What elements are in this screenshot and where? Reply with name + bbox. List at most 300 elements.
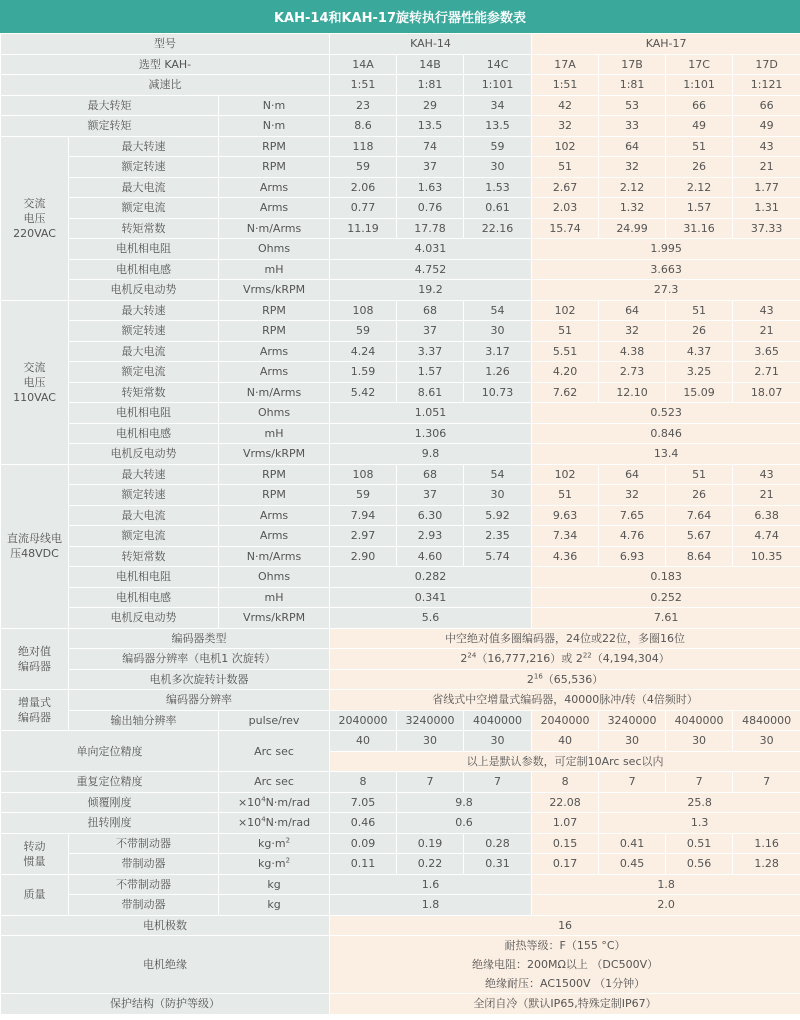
value-cell-kah17: 0.183: [532, 567, 800, 588]
unit-cell: Vrms/kRPM: [219, 280, 330, 301]
table-row: [1, 54, 800, 75]
unit-cell: Arc sec: [219, 731, 330, 772]
row-label: 重复定位精度: [1, 772, 219, 793]
value-cell: 0.11: [330, 854, 397, 875]
unit-cell: N·m: [219, 95, 330, 116]
unit-cell: [219, 792, 330, 813]
table-row: [1, 710, 800, 731]
value-cell: 2.71: [733, 362, 800, 383]
value-cell: 51: [666, 136, 733, 157]
value-cell: 1.53: [464, 177, 532, 198]
value-cell-kah17: 7.61: [532, 608, 800, 629]
group-label-line: 交流: [23, 360, 46, 374]
unit-cell: Ohms: [219, 403, 330, 424]
table-row: [1, 915, 800, 936]
row-label: 带制动器: [69, 895, 219, 916]
value-cell: 4.74: [733, 526, 800, 547]
unit-cell: mH: [219, 259, 330, 280]
value-cell-kah14: 19.2: [330, 280, 532, 301]
table-row: [1, 813, 800, 834]
value-cell: 64: [599, 300, 666, 321]
row-label: 电机绝缘: [1, 936, 330, 994]
value-cell-kah14: 0.341: [330, 587, 532, 608]
value-cell-kah14: 1.306: [330, 423, 532, 444]
row-label: 最大电流: [69, 341, 219, 362]
value-cell: 1.63: [397, 177, 464, 198]
value-cell: 1.28: [733, 854, 800, 875]
value-cell: 8.61: [397, 382, 464, 403]
value-cell: 5.92: [464, 505, 532, 526]
table-row: [1, 464, 800, 485]
value-cell: 30: [599, 731, 666, 752]
value-cell: 0.22: [397, 854, 464, 875]
value-cell: 59: [464, 136, 532, 157]
row-label: 最大电流: [69, 505, 219, 526]
value-cell: 9.8: [397, 792, 532, 813]
value-cell: 22.16: [464, 218, 532, 239]
value-cell: 25.8: [599, 792, 800, 813]
value-cell-kah14: 5.6: [330, 608, 532, 629]
voltage-group-label: [1, 464, 69, 628]
unit-cell: pulse/rev: [219, 710, 330, 731]
table-row: [1, 731, 800, 752]
value-cell: 4.36: [532, 546, 599, 567]
value-cell-kah17: 0.846: [532, 423, 800, 444]
row-label: 电机反电动势: [69, 280, 219, 301]
table-row: [1, 772, 800, 793]
insulation-value: [330, 936, 800, 994]
value-cell: 1.59: [330, 362, 397, 383]
value-cell: 40: [330, 731, 397, 752]
value-cell: 4.24: [330, 341, 397, 362]
value-cell: 10.73: [464, 382, 532, 403]
row-label: 额定电流: [69, 198, 219, 219]
row-label: 电机相电感: [69, 587, 219, 608]
exponent: 22: [582, 651, 592, 660]
value-cell: 0.31: [464, 854, 532, 875]
unit-cell: Vrms/kRPM: [219, 608, 330, 629]
table-row: [1, 833, 800, 854]
value-cell: 1.3: [599, 813, 800, 834]
row-label: 编码器类型: [69, 628, 330, 649]
unit-cell: RPM: [219, 464, 330, 485]
row-label: 额定转速: [69, 321, 219, 342]
value-cell: 31.16: [666, 218, 733, 239]
value-cell: 1.26: [464, 362, 532, 383]
unit-cell: N·m/Arms: [219, 382, 330, 403]
value-cell: 5.42: [330, 382, 397, 403]
unit-cell: Ohms: [219, 239, 330, 260]
value-cell: 51: [532, 321, 599, 342]
value-cell-kah14: 0.282: [330, 567, 532, 588]
unit-text: ×10: [237, 795, 262, 809]
value-cell: 7.62: [532, 382, 599, 403]
value-cell: 1:51: [330, 75, 397, 96]
inertia-group-label: [1, 833, 69, 874]
value-cell-kah17: 1.995: [532, 239, 800, 260]
value-cell: 30: [464, 157, 532, 178]
table-row: [1, 75, 800, 96]
value-cell: 17A: [532, 54, 599, 75]
insulation-line: 绝缘耐压：AC1500V （1分钟）: [485, 977, 646, 990]
value-cell-kah14: 9.8: [330, 444, 532, 465]
value-cell: 2.93: [397, 526, 464, 547]
table-row: [1, 792, 800, 813]
value-cell-wide: 16: [330, 915, 800, 936]
value-cell: 5.51: [532, 341, 599, 362]
value-cell: 51: [532, 485, 599, 506]
row-label: 电机相电感: [69, 423, 219, 444]
value-cell: 12.10: [599, 382, 666, 403]
table-row: [1, 382, 800, 403]
unit-cell: RPM: [219, 300, 330, 321]
value-cell: 30: [464, 321, 532, 342]
group-label-line: 直流母线电: [7, 532, 62, 545]
value-cell: 9.63: [532, 505, 599, 526]
row-label: 额定转速: [69, 485, 219, 506]
value-cell: 2.35: [464, 526, 532, 547]
table-row: [1, 994, 800, 1015]
value-cell: 4.37: [666, 341, 733, 362]
header-kah14: KAH-14: [330, 34, 532, 55]
value-cell: 64: [599, 136, 666, 157]
unit-cell: Arms: [219, 198, 330, 219]
value-cell: 0.51: [666, 833, 733, 854]
value-cell: 102: [532, 136, 599, 157]
table-row: [1, 239, 800, 260]
value-cell: 37: [397, 321, 464, 342]
value-cell: 34: [464, 95, 532, 116]
value-cell-kah14: 1.6: [330, 874, 532, 895]
table-row: [1, 34, 800, 55]
value-cell: 59: [330, 485, 397, 506]
value-cell: 13.5: [397, 116, 464, 137]
value-cell: 1.77: [733, 177, 800, 198]
table-row: [1, 198, 800, 219]
value-cell: 30: [733, 731, 800, 752]
value-cell: 51: [532, 157, 599, 178]
value-cell: 43: [733, 464, 800, 485]
value-cell: 7: [733, 772, 800, 793]
value-cell: 68: [397, 300, 464, 321]
unit-text: N·m/rad: [265, 816, 311, 830]
value-cell: 40: [532, 731, 599, 752]
exponent: 2: [285, 836, 291, 845]
value-cell: 2.90: [330, 546, 397, 567]
table-title: KAH-14和KAH-17旋转执行器性能参数表: [0, 0, 800, 33]
unit-cell: Arms: [219, 341, 330, 362]
text: （65,536）: [542, 672, 604, 686]
inc-encoder-group-label: [1, 690, 69, 731]
value-cell: 14A: [330, 54, 397, 75]
value-cell: 0.28: [464, 833, 532, 854]
value-cell: 42: [532, 95, 599, 116]
value-cell: 118: [330, 136, 397, 157]
value-cell: 49: [733, 116, 800, 137]
value-cell: 2.73: [599, 362, 666, 383]
table-row: [1, 116, 800, 137]
value-cell: 32: [599, 157, 666, 178]
value-cell: 0.61: [464, 198, 532, 219]
table-row: [1, 95, 800, 116]
row-label: 转矩常数: [69, 382, 219, 403]
unit-cell: RPM: [219, 321, 330, 342]
value-cell: 0.41: [599, 833, 666, 854]
value-cell: 30: [464, 485, 532, 506]
value-cell: 8: [532, 772, 599, 793]
value-cell: 5.67: [666, 526, 733, 547]
value-cell: 2040000: [532, 710, 599, 731]
row-label: 转矩常数: [69, 218, 219, 239]
value-cell: 3.25: [666, 362, 733, 383]
value-cell: 1:81: [599, 75, 666, 96]
insulation-line: 耐热等级：F（155 °C）: [504, 939, 626, 952]
value-cell: 2.97: [330, 526, 397, 547]
value-cell-kah14: 4.752: [330, 259, 532, 280]
unit-cell: [219, 833, 330, 854]
value-cell-kah17: 1.8: [532, 874, 800, 895]
table-row: [1, 690, 800, 711]
value-cell: 49: [666, 116, 733, 137]
value-cell: 6.93: [599, 546, 666, 567]
unit-cell: Vrms/kRPM: [219, 444, 330, 465]
unit-cell: kg: [219, 874, 330, 895]
unit-text: ×10: [237, 816, 262, 830]
voltage-group-label: [1, 136, 69, 300]
value-cell: 17C: [666, 54, 733, 75]
value-cell: 17.78: [397, 218, 464, 239]
header-model-label: 型号: [1, 34, 330, 55]
value-cell: 3240000: [397, 710, 464, 731]
value-cell: 17D: [733, 54, 800, 75]
value-cell: 7.05: [330, 792, 397, 813]
table-row: [1, 936, 800, 994]
value-cell: 4.20: [532, 362, 599, 383]
value-cell: 5.74: [464, 546, 532, 567]
value-cell: 7: [397, 772, 464, 793]
value-cell: 74: [397, 136, 464, 157]
row-label: 输出轴分辨率: [69, 710, 219, 731]
value-cell: 4840000: [733, 710, 800, 731]
value-cell: 1:101: [666, 75, 733, 96]
group-label-line: 质量: [23, 888, 46, 901]
value-cell-kah14: 1.051: [330, 403, 532, 424]
unit-cell: RPM: [219, 136, 330, 157]
value-cell: 32: [599, 321, 666, 342]
row-label: 最大电流: [69, 177, 219, 198]
unit-cell: RPM: [219, 485, 330, 506]
table-row: [1, 341, 800, 362]
table-row: [1, 300, 800, 321]
value-cell-kah14: 1.8: [330, 895, 532, 916]
table-row: [1, 505, 800, 526]
table-row: [1, 608, 800, 629]
group-label-line: 绝对值: [18, 644, 51, 658]
value-cell: 66: [666, 95, 733, 116]
value-cell: 18.07: [733, 382, 800, 403]
abs-encoder-group-label: [1, 628, 69, 690]
row-label: 带制动器: [69, 854, 219, 875]
group-label-line: 压48VDC: [10, 547, 59, 560]
value-cell-kah17: 0.523: [532, 403, 800, 424]
value-cell: 54: [464, 464, 532, 485]
value-cell: 14B: [397, 54, 464, 75]
table-row: [1, 567, 800, 588]
value-cell: 0.09: [330, 833, 397, 854]
row-label: 电机反电动势: [69, 444, 219, 465]
row-label: 扭转刚度: [1, 813, 219, 834]
value-cell: 1.16: [733, 833, 800, 854]
value-cell: 7.94: [330, 505, 397, 526]
unit-cell: Ohms: [219, 567, 330, 588]
value-cell: 0.6: [397, 813, 532, 834]
value-cell-kah17: 3.663: [532, 259, 800, 280]
value-cell: 8: [330, 772, 397, 793]
value-cell: 37: [397, 485, 464, 506]
value-cell: 43: [733, 300, 800, 321]
base: 2: [575, 652, 583, 666]
header-kah17: KAH-17: [532, 34, 800, 55]
value-cell: 4.76: [599, 526, 666, 547]
row-label: 额定转速: [69, 157, 219, 178]
unit-cell: N·m/Arms: [219, 218, 330, 239]
value-cell: 59: [330, 321, 397, 342]
value-cell: 0.19: [397, 833, 464, 854]
value-cell: 54: [464, 300, 532, 321]
row-label: 单向定位精度: [1, 731, 219, 772]
table-row: [1, 669, 800, 690]
value-cell: 0.77: [330, 198, 397, 219]
value-cell: 8.64: [666, 546, 733, 567]
row-label: 编码器分辨率（电机1 次旋转）: [69, 649, 330, 670]
group-label-line: 交流: [23, 196, 46, 210]
value-cell: 7: [464, 772, 532, 793]
value-cell: 1.07: [532, 813, 599, 834]
value-cell: 1.57: [397, 362, 464, 383]
text: （16,777,216）或: [476, 652, 576, 666]
row-label: 电机反电动势: [69, 608, 219, 629]
value-cell: 29: [397, 95, 464, 116]
unit-cell: RPM: [219, 157, 330, 178]
value-cell: 2.06: [330, 177, 397, 198]
value-cell: 3.37: [397, 341, 464, 362]
row-label: 不带制动器: [69, 874, 219, 895]
value-cell: 3.17: [464, 341, 532, 362]
table-row: [1, 177, 800, 198]
unit-text: kg·m: [257, 836, 286, 850]
value-cell: 4.60: [397, 546, 464, 567]
unit-cell: N·m: [219, 116, 330, 137]
value-cell: 33: [599, 116, 666, 137]
table-row: [1, 423, 800, 444]
row-label: 电机多次旋转计数器: [69, 669, 330, 690]
exponent: 4: [261, 815, 266, 824]
value-cell: 6.30: [397, 505, 464, 526]
value-cell: 3.65: [733, 341, 800, 362]
table-row: [1, 526, 800, 547]
value-cell: 6.38: [733, 505, 800, 526]
group-label-line: 编码器: [18, 659, 51, 673]
group-label-line: 转动: [23, 839, 46, 853]
value-cell: 0.46: [330, 813, 397, 834]
value-cell-kah17: 27.3: [532, 280, 800, 301]
table-row: [1, 403, 800, 424]
table-row: [1, 157, 800, 178]
insulation-line: 绝缘电阻：200MΩ以上 （DC500V）: [472, 958, 659, 971]
voltage-group-label: [1, 300, 69, 464]
value-cell: 14C: [464, 54, 532, 75]
table-row: [1, 444, 800, 465]
value-cell-kah17: 0.252: [532, 587, 800, 608]
unit-cell: Arms: [219, 362, 330, 383]
table-row: [1, 546, 800, 567]
value-cell-kah14: 4.031: [330, 239, 532, 260]
spec-table: [0, 33, 800, 1015]
row-label: 最大转矩: [1, 95, 219, 116]
value-cell-wide: [330, 649, 800, 670]
value-cell: 26: [666, 321, 733, 342]
value-cell: 13.5: [464, 116, 532, 137]
value-cell: 21: [733, 157, 800, 178]
group-label-line: 220VAC: [13, 226, 56, 240]
row-label: 最大转速: [69, 464, 219, 485]
value-cell: 21: [733, 485, 800, 506]
table-row: [1, 485, 800, 506]
group-label-line: 编码器: [18, 711, 51, 724]
value-cell: 102: [532, 464, 599, 485]
value-cell: 0.56: [666, 854, 733, 875]
row-label: 额定电流: [69, 362, 219, 383]
table-row: [1, 280, 800, 301]
row-label: 保护结构（防护等级）: [1, 994, 330, 1015]
unit-cell: N·m/Arms: [219, 546, 330, 567]
value-cell: 2.67: [532, 177, 599, 198]
value-cell-wide: 省线式中空增量式编码器，40000脉冲/转（4倍频时）: [330, 690, 800, 711]
group-label-line: 电压: [23, 375, 46, 389]
unit-cell: Arms: [219, 505, 330, 526]
value-cell-wide: 全闭自冷（默认IP65,特殊定制IP67）: [330, 994, 800, 1015]
value-cell: 2.12: [599, 177, 666, 198]
value-cell: 102: [532, 300, 599, 321]
value-cell: 108: [330, 464, 397, 485]
unit-cell: [219, 854, 330, 875]
value-cell-wide: [330, 669, 800, 690]
value-cell: 51: [666, 464, 733, 485]
exponent: 4: [261, 795, 266, 804]
value-cell: 0.15: [532, 833, 599, 854]
value-cell: 0.45: [599, 854, 666, 875]
value-cell-kah17: 2.0: [532, 895, 800, 916]
value-cell: 10.35: [733, 546, 800, 567]
value-cell: 7: [666, 772, 733, 793]
table-row: [1, 874, 800, 895]
value-cell: 22.08: [532, 792, 599, 813]
unit-cell: mH: [219, 587, 330, 608]
value-cell: 11.19: [330, 218, 397, 239]
value-cell: 43: [733, 136, 800, 157]
row-label: 额定转矩: [1, 116, 219, 137]
value-cell: 4040000: [666, 710, 733, 731]
value-cell: 23: [330, 95, 397, 116]
value-cell: 1:51: [532, 75, 599, 96]
row-label: 最大转速: [69, 136, 219, 157]
row-label: 电机相电阻: [69, 567, 219, 588]
header-selection-label: 选型 KAH-: [1, 54, 330, 75]
value-cell: 1.57: [666, 198, 733, 219]
value-cell: 68: [397, 464, 464, 485]
table-row: [1, 587, 800, 608]
unit-cell: Arc sec: [219, 772, 330, 793]
